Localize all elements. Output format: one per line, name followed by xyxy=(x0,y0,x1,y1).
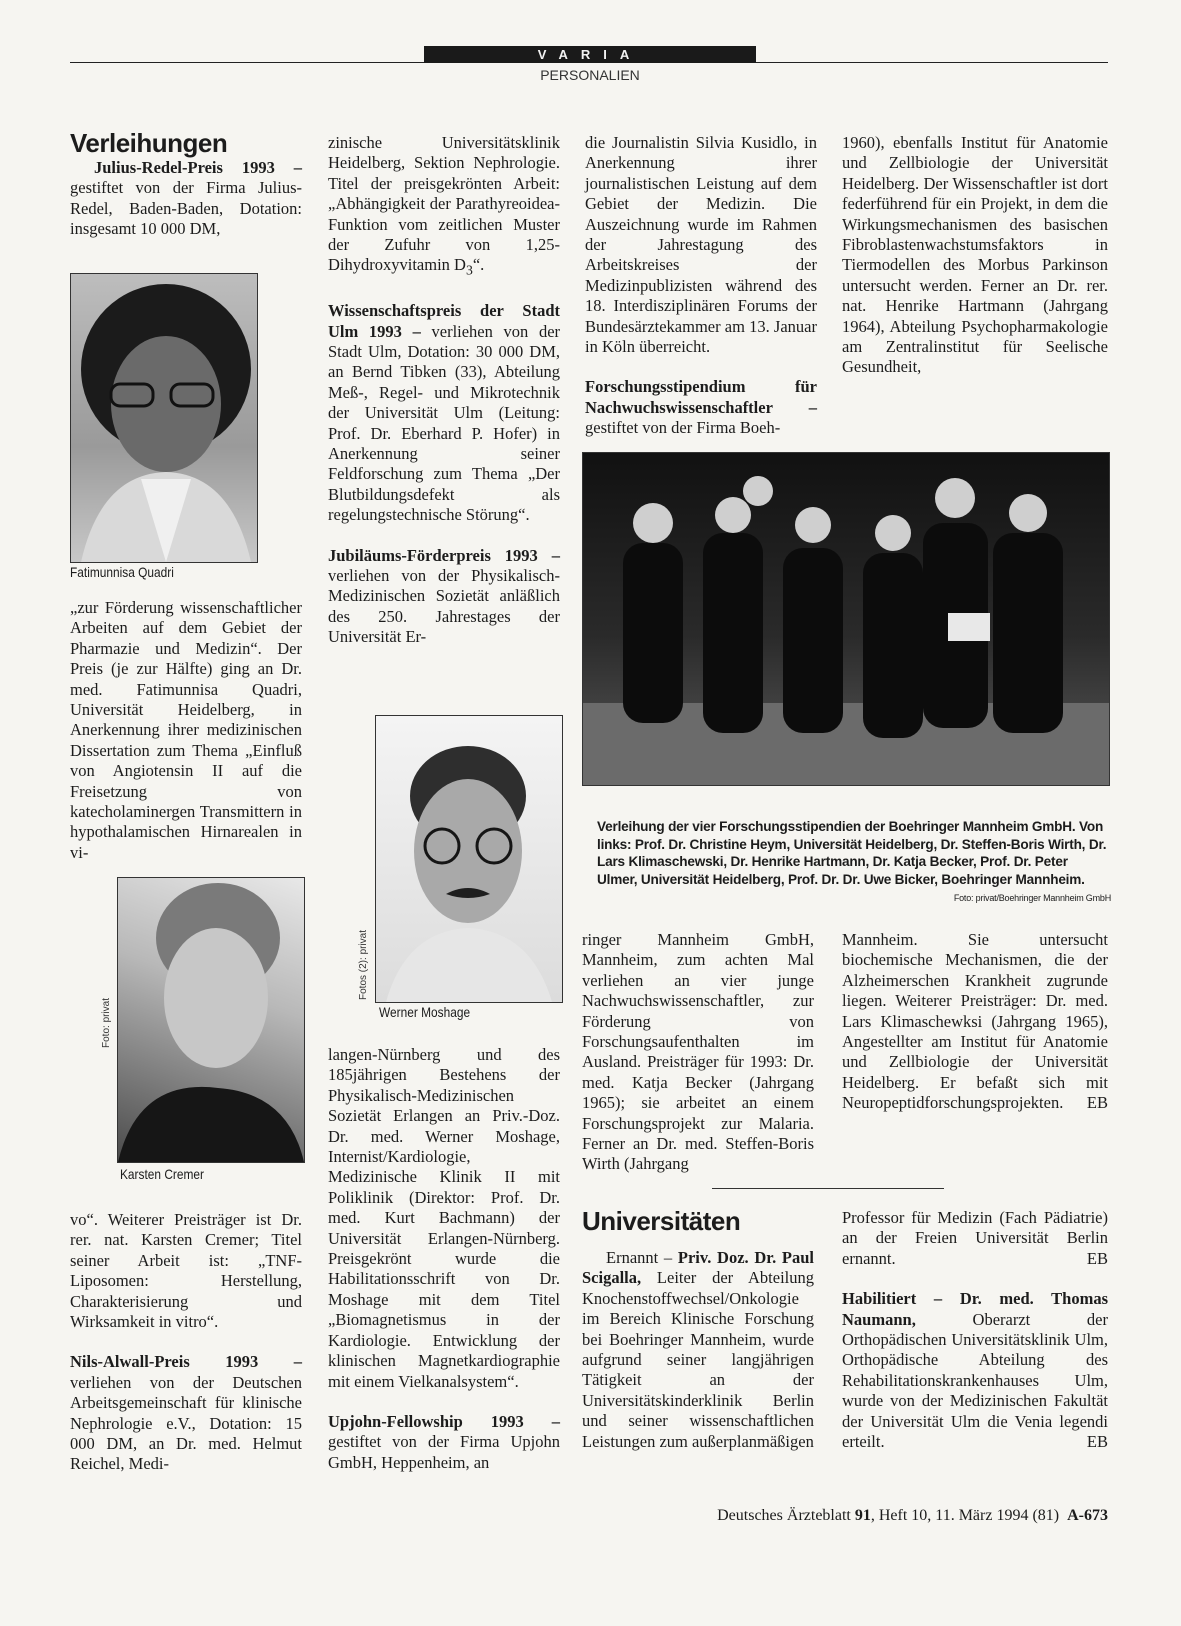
person-name: Habilitiert – Dr. med. Thomas Naumann, xyxy=(842,1289,1108,1329)
article-upjohn xyxy=(328,1412,560,1473)
article-text: gestiftet von der Firma Boeh- xyxy=(585,418,781,438)
portrait-illustration xyxy=(71,274,257,562)
article-text: „zur Förderung wissenschaftlicher Arbeiten auf dem Gebiet der Pharmazie und Medizin“. Der Preis (je zur Hälfte) ging an Dr. med. Fatimunnisa Quadri, Universität Heidelberg, in Anerkennung ihrer medizinischen Dissertation zum Thema „Einfluß von Angiotensin II auf die Freisetzung von katecholaminergen Transmittern in hypothalamischen Hirnarealen in vi- xyxy=(70,598,302,862)
journal-issue: , Heft 10, 11. März 1994 (81) xyxy=(870,1507,1060,1524)
article-scigalla: Ernannt – Priv. Doz. Dr. Paul Scigalla, Leiter der Abteilung Knochenstoffwechsel/Onkologie im Bereich Klinische Forschung bei Boehringer Mannheim, wurde aufgrund seiner langjährigen Tätigkeit an der Universitätskinderklinik Berlin und seiner wissenschaftlichen Leistungen zum außerplanmäßigen xyxy=(582,1248,814,1451)
article-wissenschaftspreis-ulm xyxy=(328,301,560,525)
column-4-top xyxy=(842,133,1108,378)
section-label: VARIA xyxy=(424,46,756,63)
article-text: die Journalistin Silvia Kusidlo, in Anerkennung ihrer journalistischen Leistung auf dem Gebiet der Medizin. Die Auszeichnung wurde im Rahmen der Jahrestagung des Arbeitskreises der Medizinpublizisten während des 18. Interdisziplinären Forums der Bundesärztekammer am 13. Januar in Köln überreicht. xyxy=(585,133,817,357)
article-text: Mannheim. Sie untersucht biochemische Mechanismen, die der Alzheimerschen Krankheit zugrunde liegen. Weiterer Preisträger: Dr. med. Lars Klimaschewksi (Jahrgang 1965), Angestellter am Institut für Anatomie und Zellbiologie der Universität Heidelberg. Er befaßt sich mit Neuropeptidforschungsprojekten. EB xyxy=(842,930,1108,1113)
portrait-photo-quadri xyxy=(70,273,258,563)
article-naumann: Habilitiert – Dr. med. Thomas Naumann, Oberarzt der Orthopädischen Universitätsklinik Ulm, Orthopädische Abteilung des Rehabilitationskrankenhauses Ulm, wurde von der Medizinischen Fakultät der Universität Ulm die Venia legendi erteilt. EB xyxy=(842,1289,1108,1452)
column-1-bottom xyxy=(70,1210,302,1475)
journal-name: Deutsches Ärzteblatt xyxy=(717,1507,855,1524)
author-signature: EB xyxy=(1086,1432,1108,1452)
column-4-middle xyxy=(842,930,1108,1114)
article-text: gestiftet von der Firma Julius-Redel, Baden-Baden, Dotation: insgesamt 10 000 DM, xyxy=(70,178,302,239)
photo-credit: Foto: privat xyxy=(101,997,112,1048)
page-footer xyxy=(582,1507,1108,1525)
article-text: vo“. Weiterer Preisträger ist Dr. rer. nat. Karsten Cremer; Titel seiner Arbeit ist: „TNF-Liposomen: Herstellung, Charakterisierung und Wirksamkeit in vitro“. xyxy=(70,1210,302,1332)
portrait-illustration xyxy=(118,878,304,1162)
portrait-illustration xyxy=(376,716,562,1002)
article-jubilaeums-foerderpreis xyxy=(328,546,560,648)
column-4-bottom xyxy=(842,1208,1108,1452)
article-text: ringer Mannheim GmbH, Mannheim, zum achten Mal verliehen an vier junge Nachwuchswissenschaftler, zur Förderung von Forschungsaufenthalten im Ausland. Preisträger für 1993: Dr. med. Katja Becker (Jahrgang 1965); sie arbeitet an einem Forschungsprojekt zur Malaria. Ferner an Dr. med. Steffen-Boris Wirth (Jahrgang xyxy=(582,930,814,1174)
column-3-middle xyxy=(582,930,814,1175)
caption-text: Verleihung der vier Forschungsstipendien der Boehringer Mannheim GmbH. Von links: Prof. Dr. Christine Heym, Universität Heidelberg, Dr. Steffen-Boris Wirth, Dr. Lars Klimaschewski, Dr. Henrike Hartmann, Dr. Katja Becker, Prof. Dr. Peter Ulmer, Universität Heidelberg, Prof. Dr. Dr. Uwe Bicker, Boehringer Mannheim. xyxy=(597,819,1107,887)
article-julius-redel xyxy=(70,158,302,240)
section-divider xyxy=(712,1188,944,1189)
photo-caption: Fatimunnisa Quadri xyxy=(70,564,174,580)
column-2-top xyxy=(328,133,560,648)
section-heading-verleihungen: Verleihungen xyxy=(70,128,228,158)
author-signature: EB xyxy=(1086,1093,1108,1113)
article-text: zinische Universitätsklinik Heidelberg, Sektion Nephrologie. Titel der preisgekrönten Arbeit: „Abhängigkeit der Parathyreoidea-Funktion vom zeitlichen Muster der Zufuhr von 1,25-Dihydroxyvitamin $D_3“$. xyxy=(328,133,560,278)
article-text: verliehen von der Physikalisch-Medizinischen Sozietät anläßlich des 250. Jahrestages der Universität Er- xyxy=(328,566,560,647)
article-text: gestiftet von der Firma Upjohn GmbH, Heppenheim, an xyxy=(328,1432,560,1472)
award-title: Wissenschaftspreis der Stadt Ulm 1993 – xyxy=(328,301,560,341)
author-signature: EB xyxy=(1086,1248,1108,1268)
column-1-middle xyxy=(70,598,302,863)
page-number: A-673 xyxy=(1067,1507,1108,1524)
article-text: verliehen von der Deutschen Arbeitsgemeinschaft für klinische Nephrologie e.V., Dotation: 15 000 DM, an Dr. med. Helmut Reichel, Medi- xyxy=(70,1372,302,1474)
column-3-top xyxy=(585,133,817,439)
group-photo-caption xyxy=(597,818,1111,908)
article-text: 1960), ebenfalls Institut für Anatomie und Zellbiologie der Universität Heidelberg. Der Wissenschaftler ist dort federführend für ein Projekt, in dem die Wirkungsmechanismen des basischen Fibroblastenwachstumsfaktors in Tiermodellen des Morbus Parkinson untersucht werden. Ferner an Dr. rer. nat. Henrike Hartmann (Jahrgang 1964), Abteilung Psychopharmakologie am Zentralinstitut für Seelische Gesundheit, xyxy=(842,133,1108,377)
award-title: Upjohn-Fellowship 1993 – xyxy=(328,1411,560,1431)
group-illustration xyxy=(583,453,1109,785)
photo-caption: Werner Moshage xyxy=(379,1004,471,1020)
subsection-label: PERSONALIEN xyxy=(540,67,640,83)
section-heading-universitaeten: Universitäten xyxy=(582,1206,741,1236)
photo-caption: Karsten Cremer xyxy=(120,1166,204,1182)
column-3-bottom xyxy=(582,1206,814,1452)
journal-volume: 91 xyxy=(854,1507,871,1524)
column-2-bottom xyxy=(328,1045,560,1473)
award-title: Jubiläums-Förderpreis 1993 – xyxy=(328,545,560,565)
award-title: Nils-Alwall-Preis 1993 – xyxy=(70,1352,302,1372)
article-nils-alwall xyxy=(70,1352,302,1474)
person-name: Priv. Doz. Dr. Paul Scigalla, xyxy=(582,1248,814,1288)
portrait-photo-moshage xyxy=(375,715,563,1003)
award-title: Forschungsstipendium für Nachwuchswissenschaftler – xyxy=(585,377,817,417)
portrait-photo-cremer xyxy=(117,877,305,1163)
award-title: Julius-Redel-Preis 1993 – xyxy=(94,158,302,177)
group-photo-boehringer xyxy=(582,452,1110,786)
column-1-top xyxy=(70,128,302,240)
photo-credit: Foto: privat/Boehringer Mannheim GmbH xyxy=(953,893,1111,904)
article-text: Professor für Medizin (Fach Pädiatrie) an der Freien Universität Berlin ernannt. EB xyxy=(842,1208,1108,1268)
article-text: verliehen von der Stadt Ulm, Dotation: 30 000 DM, an Bernd Tibken (33), Abteilung Meß-, Regel- und Mikrotechnik der Universität Ulm (Leitung: Prof. Dr. Eberhard P. Hofer) in Anerkennung seiner Feldforschung zum Thema „Der Blutbildungsdefekt als regelungstechnische Störung“. xyxy=(328,321,561,525)
photo-credit: Fotos (2): privat xyxy=(358,929,369,1000)
article-text: langen-Nürnberg und des 185jährigen Bestehens der Physikalisch-Medizinischen Sozietät Erlangen an Priv.-Doz. Dr. med. Werner Moshage, Internist/Kardiologie, Medizinische Klinik II mit Poliklinik (Direktor: Prof. Dr. med. Kurt Bachmann) der Universität Erlangen-Nürnberg. Preisgekrönt wurde die Habilitationsschrift von Dr. Moshage mit dem Titel „Biomagnetismus in der Kardiologie. Entwicklung der klinischen Magnetkardiographie mit einem Vielkanalsystem“. xyxy=(328,1045,560,1391)
article-forschungsstipendium xyxy=(585,377,817,438)
